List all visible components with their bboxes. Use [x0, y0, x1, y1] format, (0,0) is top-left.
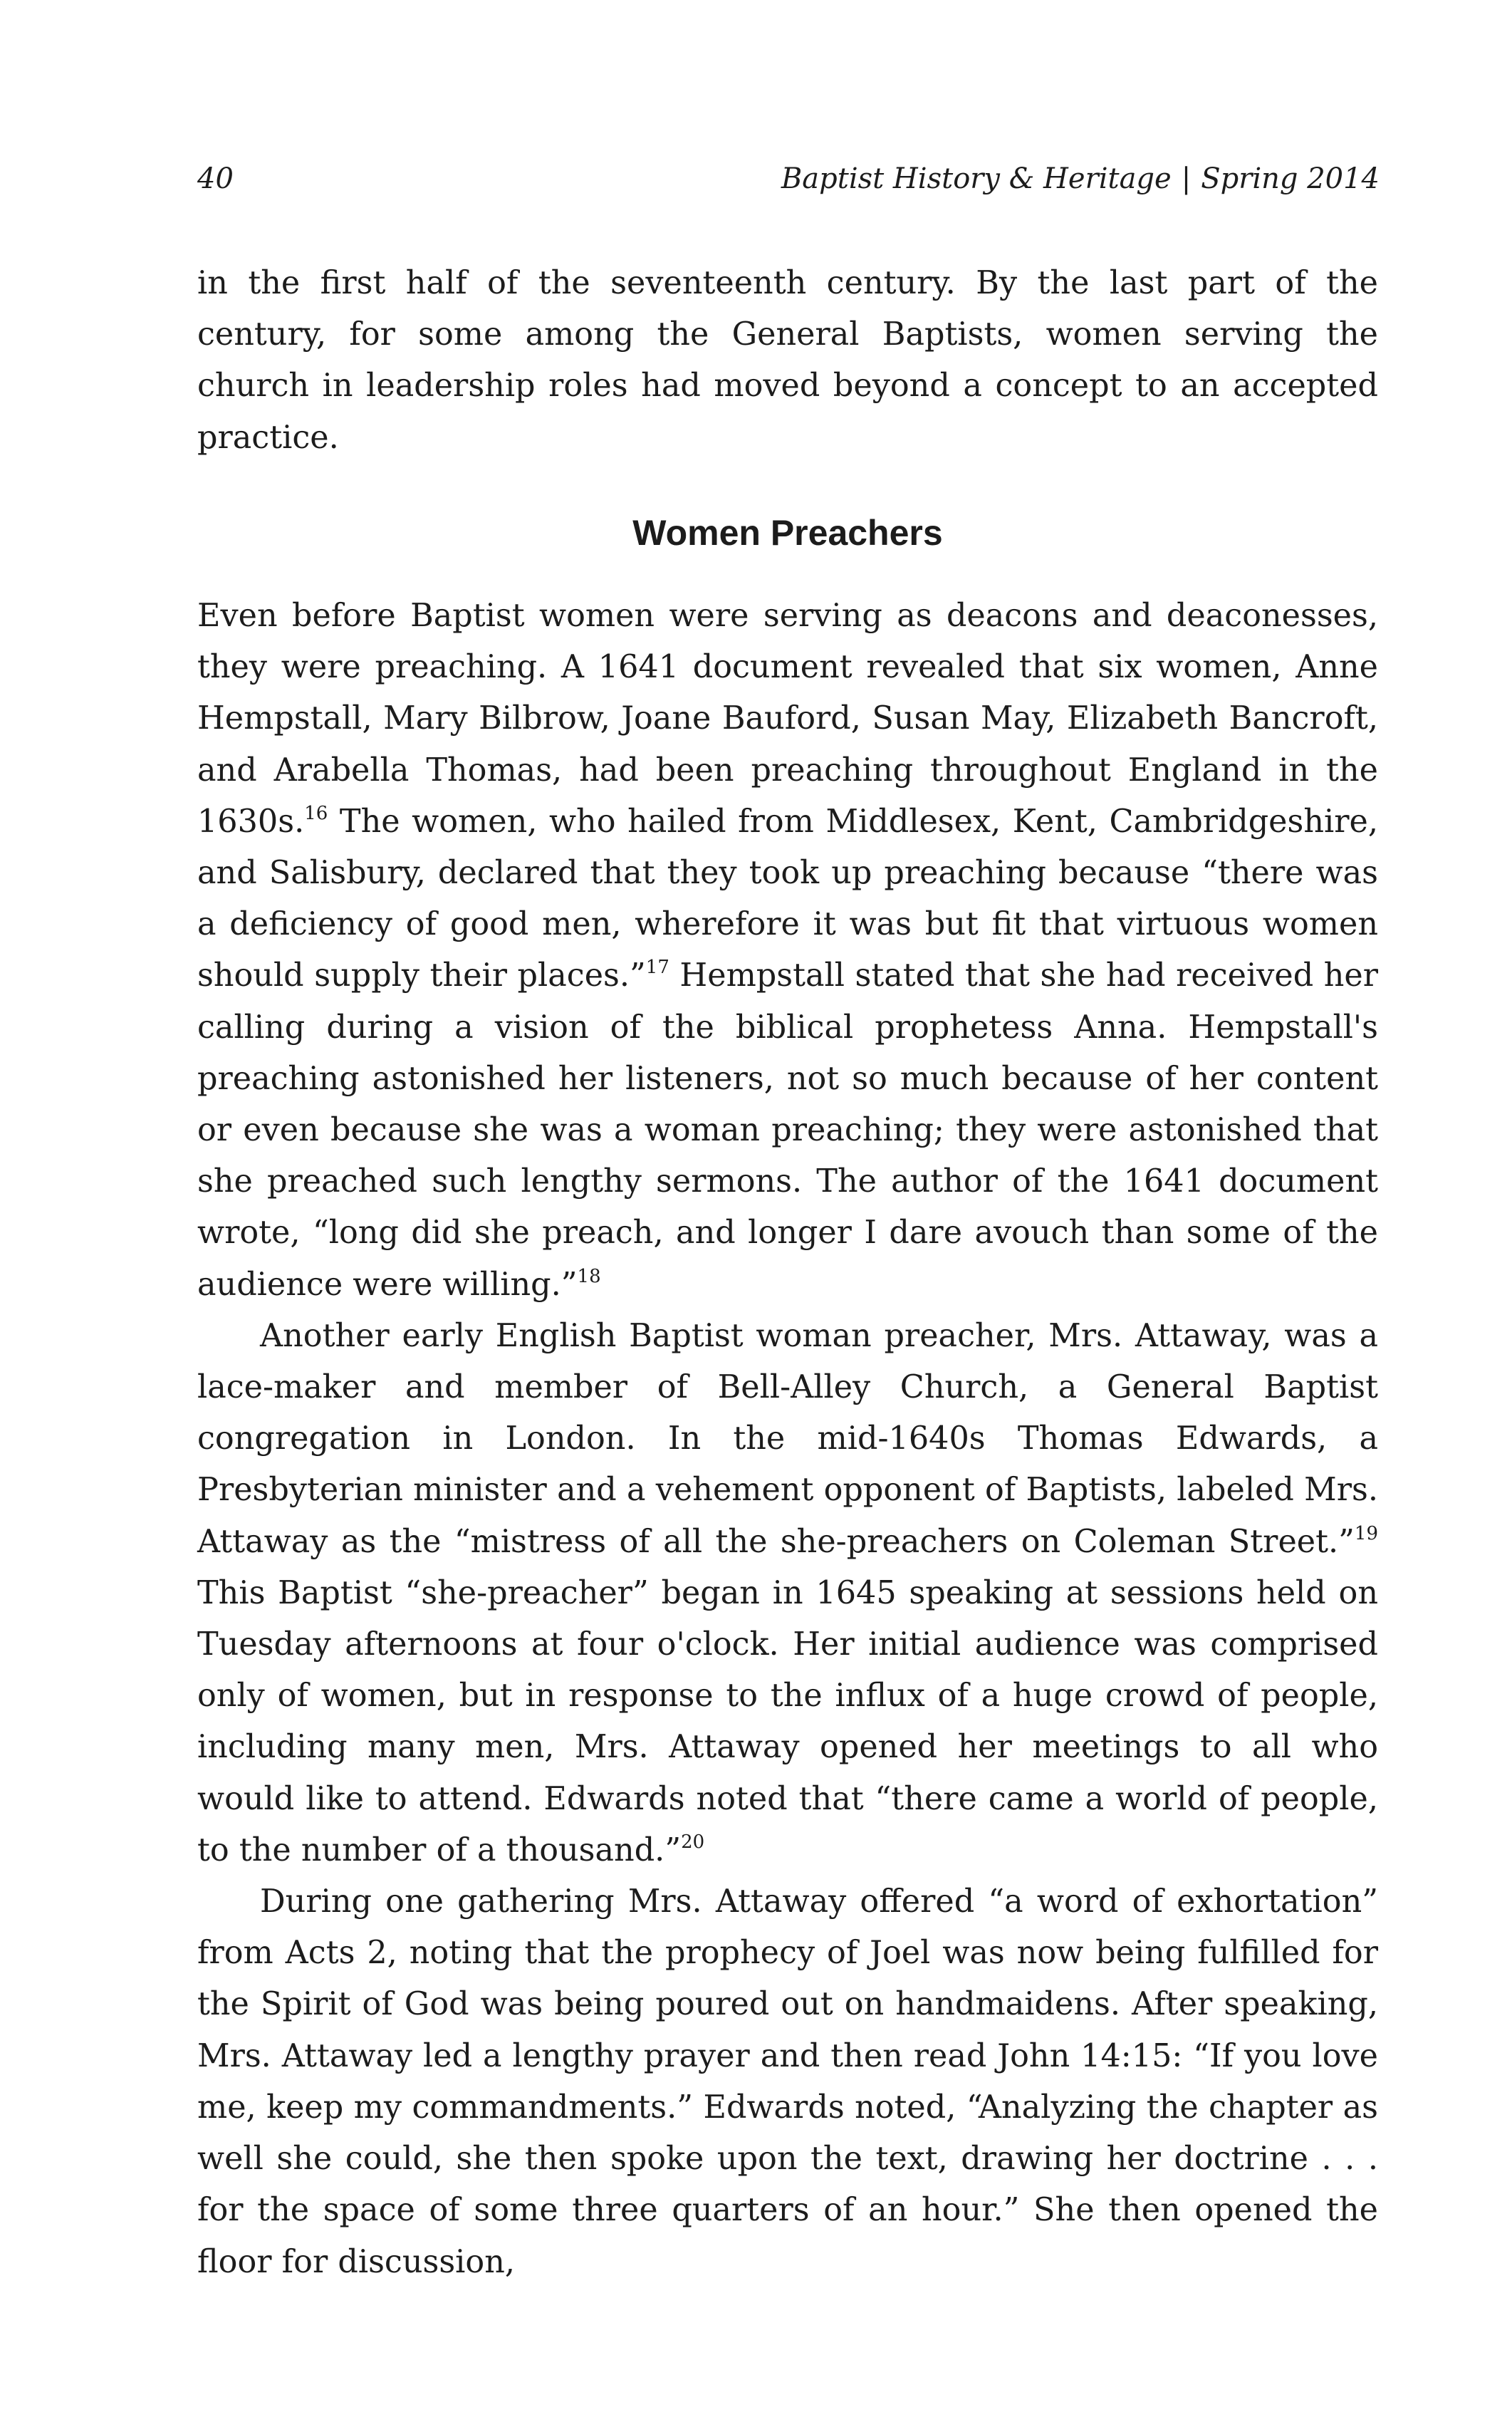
journal-title: Baptist History & Heritage [781, 162, 1172, 195]
footnote-ref: 17 [645, 957, 669, 979]
paragraph-text: During one gathering Mrs. Attaway offered “a word of exhortation” from Acts 2, noting that the prophecy of Joel was now being fulfilled for the Spirit of God was being poured out on handmaidens. After speaking, Mrs. Attaway led a lengthy prayer and then read John 14:15: “If you love me, keep my commandments.” Edwards noted, “Analyzing the chapter as well she could, she then spoke upon the text, drawing her doctrine . . . for the space of some three quarters of an hour.” She then opened the floor for discussion, [197, 1883, 1378, 2280]
paragraph-text: Another early English Baptist woman preacher, Mrs. Attaway, was a lace-maker and member of Bell-Alley Church, a General Baptist congregation in London. In the mid-1640s Thomas Edwards, a Presbyterian minister and a vehement opponent of Baptists, labeled Mrs. Attaway as the “mistress of all the she-preachers on Coleman Street.” [197, 1317, 1378, 1560]
running-head [197, 162, 1380, 205]
intro-paragraph-block [197, 258, 1378, 464]
paragraph-text: Even before Baptist women were serving as deacons and deaconesses, they were preaching. A 1641 document revealed that six women, Anne Hempstall, Mary Bilbrow, Joane Bauford, Susan May, Elizabeth Bancroft, and Arabella Thomas, had been preaching throughout England in the 1630s. [197, 598, 1378, 840]
body-paragraph [197, 1311, 1378, 1876]
body-paragraph [197, 1876, 1378, 2288]
section-body [197, 591, 1378, 2288]
paragraph-text: This Baptist “she-preacher” began in 1645 speaking at sessions held on Tuesday afternoons at four o'clock. Her initial audience was comprised only of women, but in response to the influx of a huge crowd of people, including many men, Mrs. Attaway opened her meetings to all who would like to attend. Edwards noted that “there came a world of people, to the number of a thousand.” [197, 1574, 1378, 1868]
footnote-ref: 20 [681, 1831, 705, 1853]
section-heading: Women Preachers [632, 513, 943, 553]
page-number: 40 [197, 162, 234, 195]
footnote-ref: 19 [1354, 1522, 1378, 1544]
footnote-ref: 18 [577, 1265, 601, 1287]
body-paragraph [197, 591, 1378, 1311]
journal-header [781, 162, 1380, 195]
issue-label: Spring 2014 [1201, 162, 1380, 195]
header-separator: | [1181, 162, 1192, 195]
paragraph-text: Hempstall stated that she had received her calling during a vision of the biblical prophetess Anna. Hempstall's preaching astonished her listeners, not so much because of her content or even because she was a woman preaching; they were astonished that she preached such lengthy sermons. The author of the 1641 document wrote, “long did she preach, and longer I dare avouch than some of the audience were willing.” [197, 957, 1378, 1303]
paragraph-text: The women, who hailed from Middlesex, Kent, Cambridgeshire, and Salisbury, declared that they took up preaching because “there was a deficiency of good men, wherefore it was but fit that virtuous women should supply their places.” [197, 803, 1378, 994]
footnote-ref: 16 [304, 802, 328, 824]
intro-paragraph: in the first half of the seventeenth century. By the last part of the century, for some among the General Baptists, women serving the church in leadership roles had moved beyond a concept to an accepted practice. [197, 265, 1378, 456]
